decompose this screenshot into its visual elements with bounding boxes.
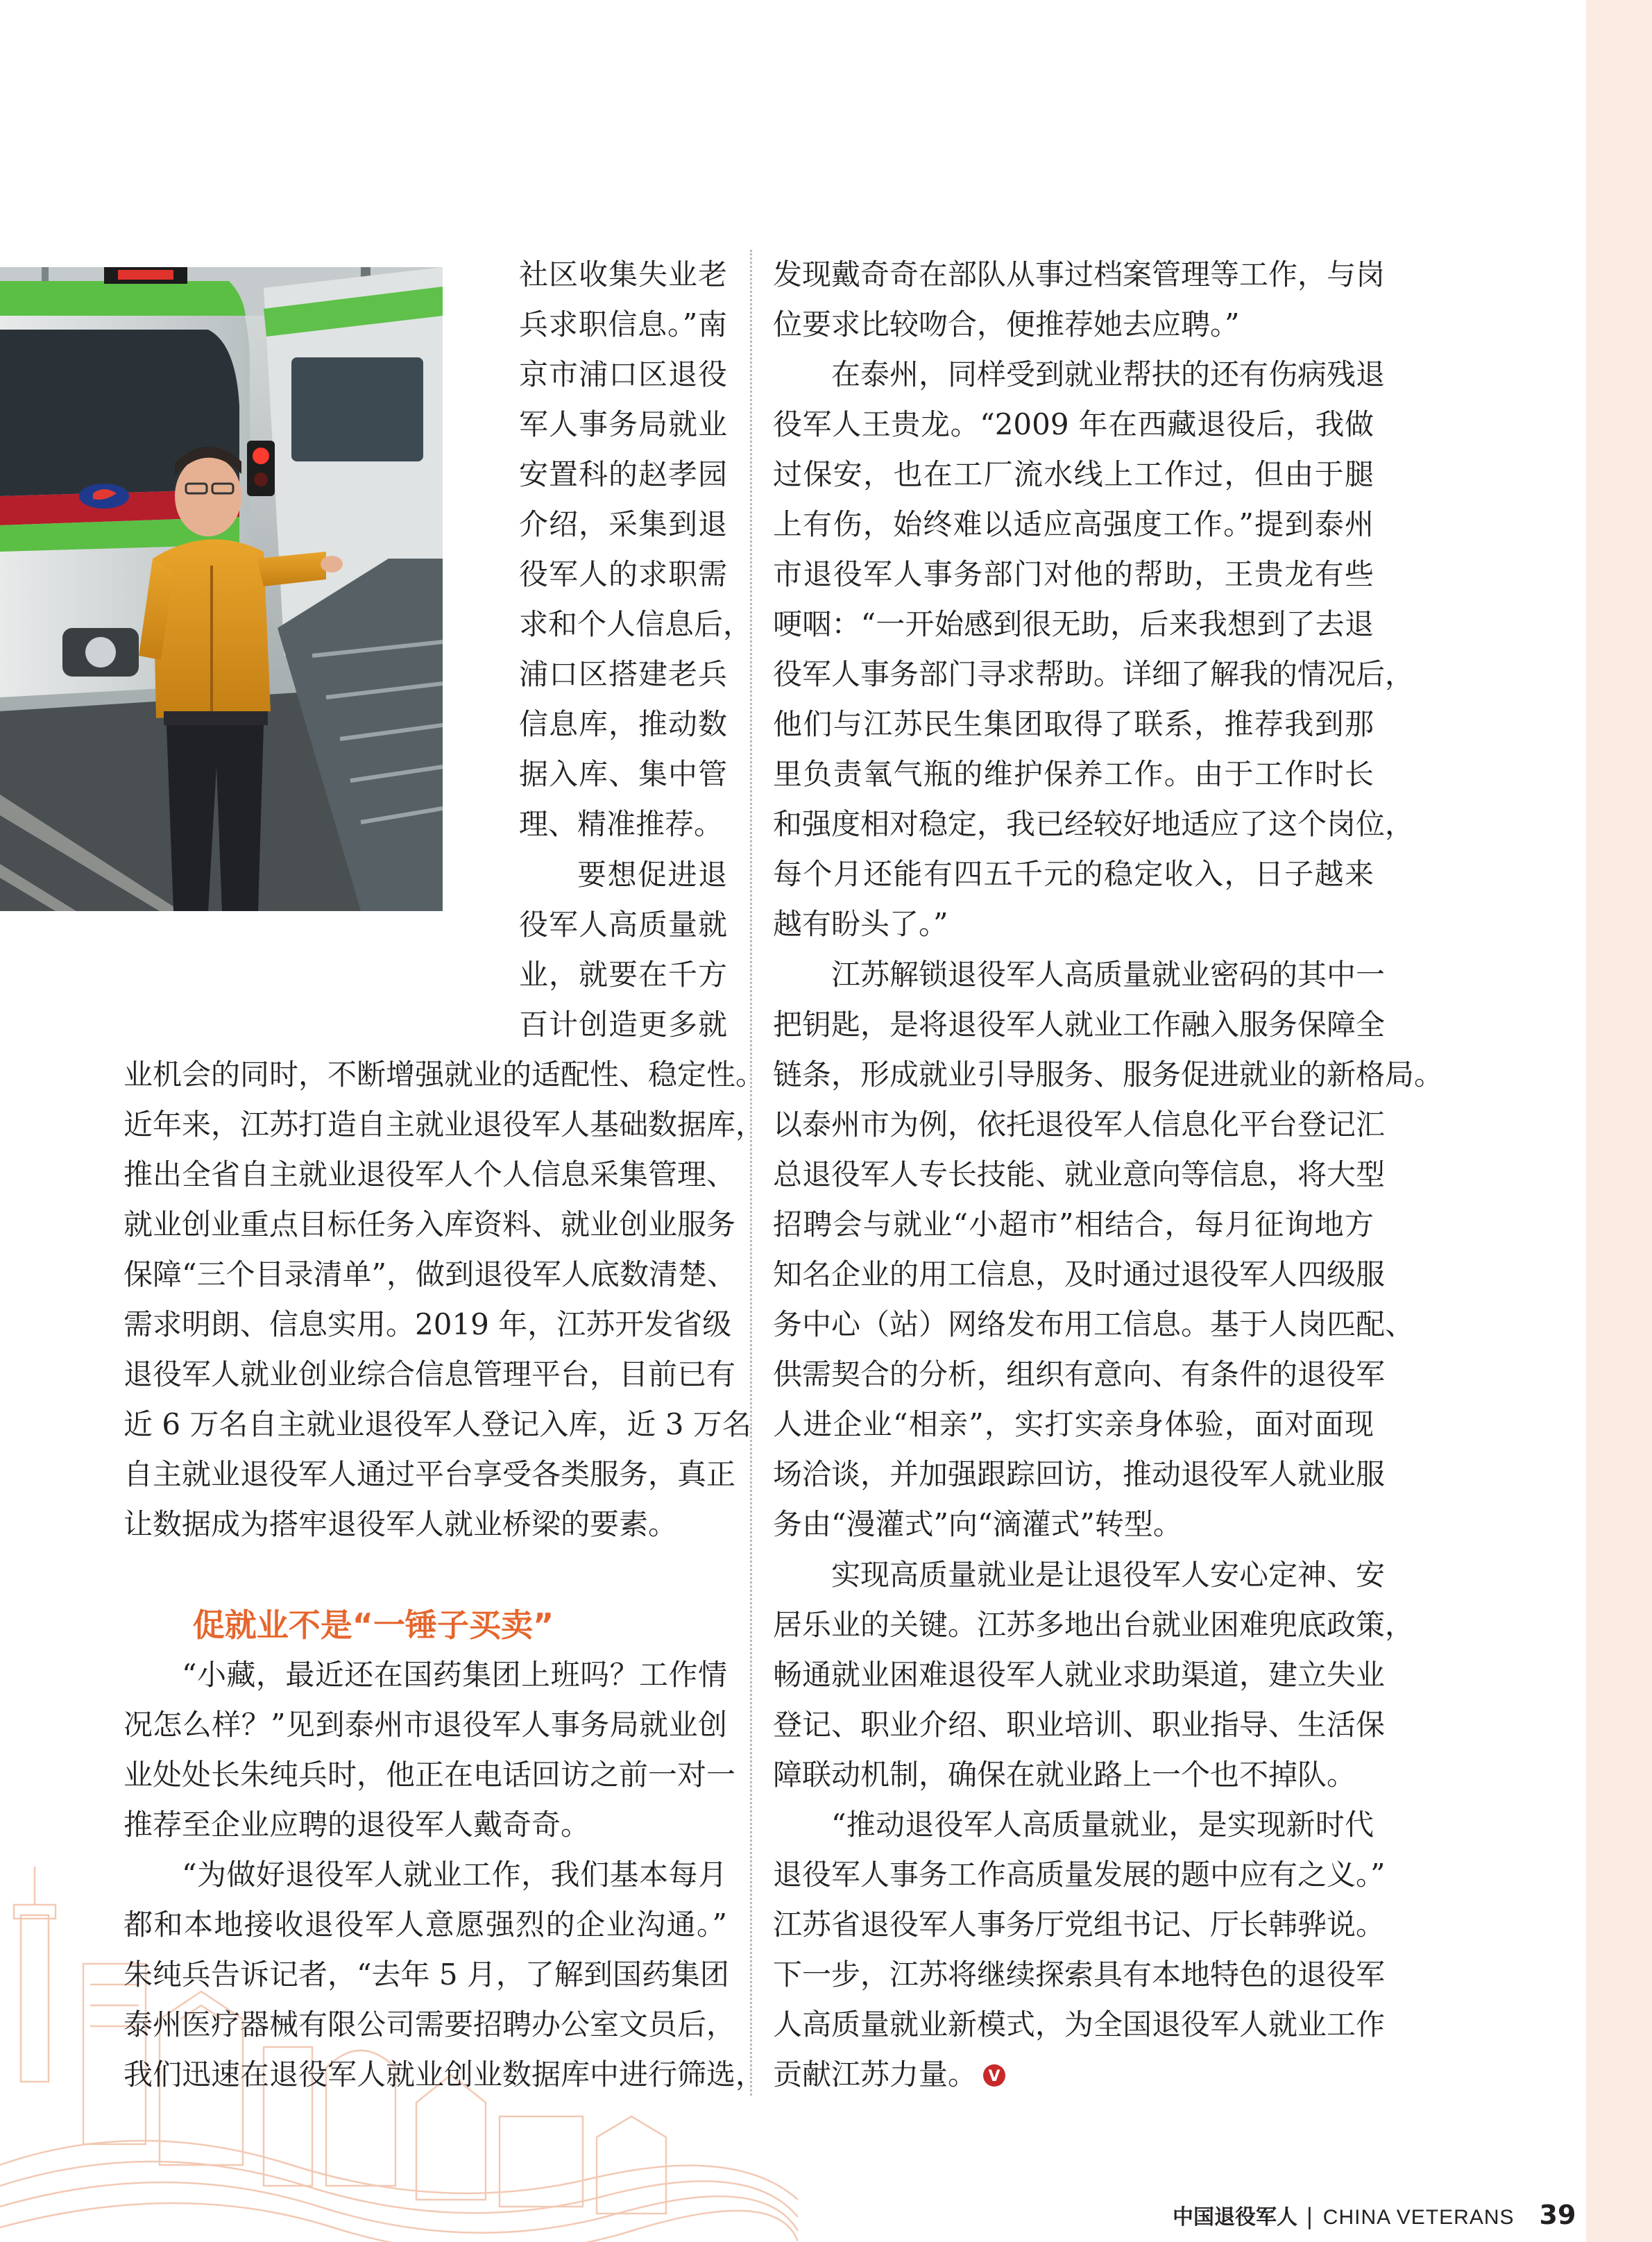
text-line: 障联动机制，确保在就业路上一个也不掉队。 (773, 1758, 1356, 1792)
page-number: 39 (1539, 2200, 1576, 2230)
text-line: 把钥匙，是将退役军人就业工作融入服务保障全 (773, 1008, 1386, 1042)
text-line: 近年来，江苏打造自主就业退役军人基础数据库， (124, 1107, 765, 1141)
text-line: 人高质量就业新模式，为全国退役军人就业工作 (773, 2007, 1386, 2041)
text-line: 安置科的赵孝园 (519, 457, 727, 491)
footer-separator: | (1306, 2203, 1313, 2230)
text-line: 链条，形成就业引导服务、服务促进就业的新格局。 (773, 1058, 1444, 1092)
text-line: 役军人王贵龙。“2009 年在西藏退役后，我做 (773, 407, 1374, 441)
text-line: 务中心（站）网络发布用工信息。基于人岗匹配、 (773, 1307, 1415, 1341)
text-line: 保障“三个目录清单”，做到退役军人底数清楚、 (124, 1257, 736, 1291)
text-line: 业，就要在千方 (519, 958, 727, 992)
text-line: 位要求比较吻合，便推荐她去应聘。” (773, 307, 1240, 341)
text-line: 里负责氧气瓶的维护保养工作。由于工作时长 (773, 757, 1374, 791)
text-line: 况怎么样？”见到泰州市退役军人事务局就业创 (124, 1708, 727, 1742)
text-line: 自主就业退役军人通过平台享受各类服务，真正 (124, 1457, 736, 1491)
end-mark-letter: V (988, 2068, 1000, 2085)
text-line: 在泰州，同样受到就业帮扶的还有伤病残退 (831, 357, 1386, 391)
text-line: 畅通就业困难退役军人就业求助渠道，建立失业 (773, 1658, 1386, 1692)
text-line: 以泰州市为例，依托退役军人信息化平台登记汇 (773, 1107, 1386, 1141)
column-divider (750, 250, 752, 2096)
text-line: 百计创造更多就 (519, 1008, 727, 1042)
article-photo (0, 267, 443, 911)
text-line: 就业创业重点目标任务入库资料、就业创业服务 (124, 1207, 736, 1241)
text-line: 发现戴奇奇在部队从事过档案管理等工作，与岗 (773, 257, 1386, 291)
text-line: 近 6 万名自主就业退役军人登记入库，近 3 万名 (124, 1407, 751, 1441)
text-line: 人进企业“相亲”，实打实亲身体验，面对面现 (773, 1407, 1374, 1441)
text-line: 役军人的求职需 (519, 557, 727, 591)
text-line: 京市浦口区退役 (519, 357, 727, 391)
text-line: 退役军人事务工作高质量发展的题中应有之义。” (773, 1858, 1386, 1892)
page-edge-band (1586, 0, 1652, 2242)
text-line: 上有伤，始终难以适应高强度工作。”提到泰州 (773, 507, 1374, 541)
text-line: “小藏，最近还在国药集团上班吗？工作情 (182, 1658, 727, 1692)
text-line: 和强度相对稳定，我已经较好地适应了这个岗位， (773, 807, 1415, 841)
text-line: 业机会的同时，不断增强就业的适配性、稳定性。 (124, 1058, 765, 1092)
end-mark-icon (982, 2064, 1006, 2087)
magazine-name: 中国退役军人 (1173, 2205, 1297, 2230)
text-line: 推荐至企业应聘的退役军人戴奇奇。 (124, 1808, 590, 1842)
text-line: 下一步，江苏将继续探索具有本地特色的退役军 (773, 1957, 1386, 1992)
text-line: 知名企业的用工信息，及时通过退役军人四级服 (773, 1257, 1386, 1291)
text-line: 我们迅速在退役军人就业创业数据库中进行筛选， (124, 2057, 765, 2091)
text-line: 信息库，推动数 (519, 707, 727, 741)
text-line: 介绍，采集到退 (519, 507, 727, 541)
text-line: 务由“漫灌式”向“滴灌式”转型。 (773, 1507, 1182, 1541)
text-line: 江苏解锁退役军人高质量就业密码的其中一 (831, 958, 1386, 992)
text-line: 他们与江苏民生集团取得了联系，推荐我到那 (773, 707, 1374, 741)
text-line: 都和本地接收退役军人意愿强烈的企业沟通。” (124, 1908, 727, 1942)
text-line: 兵求职信息。”南 (519, 307, 727, 341)
text-line: 军人事务局就业 (519, 407, 727, 441)
text-line: 场洽谈，并加强跟踪回访，推动退役军人就业服 (773, 1457, 1386, 1491)
text-line: 推出全省自主就业退役军人个人信息采集管理、 (124, 1157, 736, 1191)
text-line: 江苏省退役军人事务厅党组书记、厅长韩骅说。 (773, 1908, 1386, 1942)
text-line: 求和个人信息后， (519, 607, 753, 641)
text-line: 退役军人就业创业综合信息管理平台，目前已有 (124, 1357, 736, 1391)
text-line: 让数据成为搭牢退役军人就业桥梁的要素。 (124, 1507, 678, 1541)
text-line: 贡献江苏力量。 V (773, 2050, 1374, 2100)
text-line: 招聘会与就业“小超市”相结合，每月征询地方 (773, 1207, 1374, 1241)
text-line: 实现高质量就业是让退役军人安心定神、安 (831, 1558, 1386, 1592)
text-line: 登记、职业介绍、职业培训、职业指导、生活保 (773, 1708, 1386, 1742)
text-line: 居乐业的关键。江苏多地出台就业困难兜底政策， (773, 1608, 1415, 1642)
text-line: 业处处长朱纯兵时，他正在电话回访之前一对一 (124, 1758, 736, 1792)
text-line: 役军人高质量就 (519, 908, 727, 942)
text-line: 理、精准推荐。 (519, 807, 724, 841)
text-line: 朱纯兵告诉记者，“去年 5 月，了解到国药集团 (124, 1957, 729, 1992)
text-line: 浦口区搭建老兵 (519, 657, 727, 691)
text-line: 越有盼头了。” (773, 907, 948, 941)
magazine-english-name: CHINA VETERANS (1322, 2206, 1515, 2229)
text-line: 市退役军人事务部门对他的帮助，王贵龙有些 (773, 557, 1374, 591)
text-line: 役军人事务部门寻求帮助。详细了解我的情况后， (773, 657, 1415, 691)
page-footer (1173, 2200, 1576, 2239)
section-heading: 促就业不是“一锤子买卖” (192, 1606, 554, 1644)
text-line: 过保安，也在工厂流水线上工作过，但由于腿 (773, 457, 1374, 491)
text-line: “为做好退役军人就业工作，我们基本每月 (182, 1858, 727, 1892)
text-line: 社区收集失业老 (519, 257, 727, 291)
text-line: 泰州医疗器械有限公司需要招聘办公室文员后， (124, 2007, 736, 2041)
photo-veteran-metro-depot-icon (0, 267, 443, 911)
text-line: 哽咽：“一开始感到很无助，后来我想到了去退 (773, 607, 1374, 641)
text-line: 据入库、集中管 (519, 757, 727, 791)
text-line: 需求明朗、信息实用。2019 年，江苏开发省级 (124, 1307, 732, 1341)
text-line: “推动退役军人高质量就业，是实现新时代 (831, 1808, 1374, 1842)
text-line: 每个月还能有四五千元的稳定收入，日子越来 (773, 857, 1374, 891)
text-line: 总退役军人专长技能、就业意向等信息，将大型 (773, 1157, 1386, 1191)
text-line: 供需契合的分析，组织有意向、有条件的退役军 (773, 1357, 1386, 1391)
text-line: 要想促进退 (577, 858, 727, 892)
